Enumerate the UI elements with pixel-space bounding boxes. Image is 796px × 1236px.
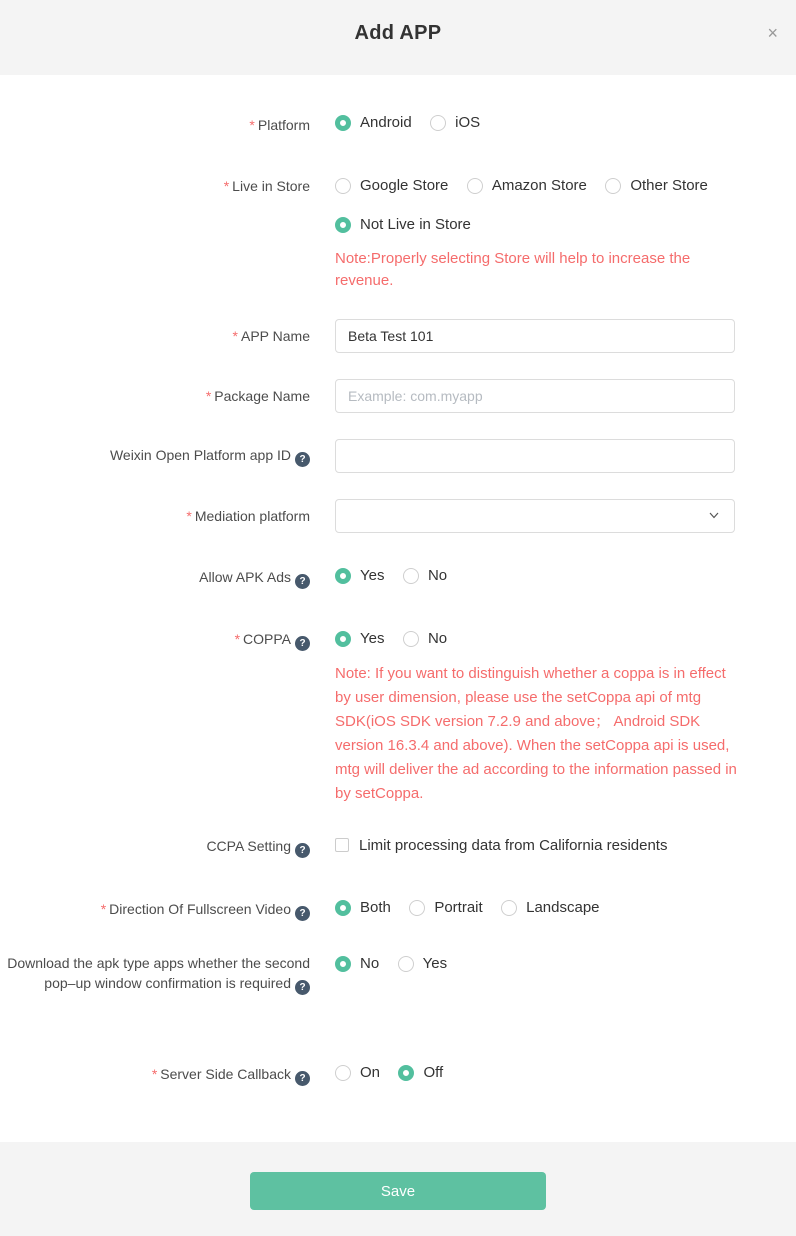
radio-apk-confirm-yes[interactable]: [398, 954, 447, 974]
live-in-store-row: [0, 176, 796, 292]
allow-apk-ads-label-text: Allow APK Ads: [199, 568, 291, 585]
app-name-row: [0, 319, 796, 353]
ccpa-checkbox[interactable]: [335, 837, 667, 854]
radio-checked-icon: [398, 1065, 414, 1081]
radio-apk-confirm-no[interactable]: [335, 954, 379, 974]
allow-apk-ads-row: [0, 566, 796, 589]
coppa-options: [335, 629, 796, 806]
radio-unchecked-icon: [398, 956, 414, 972]
radio-allow-apk-no-label: No: [427, 567, 448, 584]
server-callback-row: [0, 1063, 796, 1086]
allow-apk-ads-label: [0, 567, 310, 589]
apk-confirm-options: [335, 953, 796, 977]
radio-unchecked-icon: [335, 178, 351, 194]
allow-apk-ads-options: [335, 566, 796, 589]
apk-confirm-label-text: Download the apk type apps whether the second pop–up window confirmation is required: [7, 955, 310, 991]
radio-coppa-no[interactable]: [403, 629, 447, 649]
live-in-store-label-text: Live in Store: [232, 178, 310, 194]
radio-allow-apk-yes[interactable]: [335, 566, 384, 586]
radio-checked-icon: [335, 900, 351, 916]
radio-checked-icon: [335, 115, 351, 131]
coppa-note: Note: If you want to distinguish whether a coppa is in effect by user dimension, please use the setCoppa api of mtg SDK(iOS SDK version 7.2.9 and above； Android SDK version 16.3.4 and above). When the setCoppa api is used, mtg will deliver the ad according to the information passed in by setCoppa.: [335, 665, 737, 802]
radio-coppa-yes[interactable]: [335, 629, 384, 649]
radio-amazon-store-label: Amazon Store: [491, 177, 587, 194]
radio-apk-confirm-no-label: No: [360, 955, 380, 972]
store-options-line2: [335, 215, 796, 238]
add-app-form: [0, 75, 796, 1142]
radio-google-store[interactable]: [335, 176, 448, 196]
radio-google-store-label: Google Store: [360, 177, 449, 194]
server-callback-label-text: Server Side Callback: [160, 1065, 291, 1082]
package-name-input[interactable]: [335, 379, 735, 413]
mediation-platform-select[interactable]: [335, 499, 735, 533]
radio-checked-icon: [335, 956, 351, 972]
radio-other-store-label: Other Store: [630, 177, 708, 194]
package-name-label-text: Package Name: [214, 388, 310, 404]
radio-unchecked-icon: [409, 900, 425, 916]
radio-other-store[interactable]: [605, 176, 708, 196]
required-asterisk: *: [232, 328, 238, 344]
ccpa-setting-row: [0, 836, 796, 858]
help-icon[interactable]: ?: [295, 574, 310, 589]
radio-checked-icon: [335, 217, 351, 233]
required-asterisk: *: [205, 388, 212, 404]
required-asterisk: *: [151, 1065, 158, 1082]
close-icon[interactable]: ×: [767, 23, 778, 43]
direction-row: [0, 898, 796, 921]
platform-label-text: Platform: [257, 116, 310, 133]
radio-direction-landscape-label: Landscape: [526, 899, 600, 916]
radio-direction-both-label: Both: [360, 899, 391, 916]
radio-coppa-yes-label: Yes: [360, 630, 385, 647]
weixin-app-id-label: [0, 445, 310, 467]
dialog-title: Add APP: [354, 22, 442, 44]
required-asterisk: *: [223, 178, 230, 194]
radio-unchecked-icon: [335, 1065, 351, 1081]
app-name-input[interactable]: [335, 319, 735, 353]
package-name-label: [0, 386, 310, 406]
mediation-platform-label-text: Mediation platform: [194, 508, 310, 524]
ccpa-setting-label: [0, 836, 310, 858]
radio-direction-landscape[interactable]: [501, 898, 599, 918]
radio-ios[interactable]: [430, 113, 480, 133]
live-in-store-label: [0, 176, 310, 196]
radio-callback-off-label: Off: [423, 1064, 444, 1081]
radio-not-live-in-store[interactable]: [335, 215, 471, 235]
radio-android[interactable]: [335, 113, 412, 133]
radio-direction-both[interactable]: [335, 898, 391, 918]
mediation-platform-label: [0, 506, 310, 526]
radio-amazon-store[interactable]: [467, 176, 587, 196]
radio-not-live-in-store-label: Not Live in Store: [360, 216, 471, 233]
required-asterisk: *: [186, 508, 192, 524]
app-name-label: [0, 326, 310, 346]
coppa-label-text: COPPA: [243, 631, 291, 647]
radio-coppa-no-label: No: [427, 630, 448, 647]
required-asterisk: *: [249, 116, 255, 133]
radio-checked-icon: [335, 568, 351, 584]
direction-options: [335, 898, 796, 921]
radio-allow-apk-yes-label: Yes: [360, 567, 385, 584]
apk-confirm-row: [0, 953, 796, 995]
mediation-platform-row: [0, 499, 796, 533]
radio-unchecked-icon: [430, 115, 446, 131]
radio-checked-icon: [335, 631, 351, 647]
dialog-footer: [0, 1142, 796, 1236]
radio-unchecked-icon: [403, 631, 419, 647]
radio-android-label: Android: [360, 114, 412, 131]
platform-options: [335, 113, 796, 136]
live-in-store-options: [335, 176, 796, 292]
weixin-app-id-input[interactable]: [335, 439, 735, 473]
dialog-header: [0, 0, 796, 75]
platform-row: [0, 113, 796, 136]
radio-callback-on-label: On: [360, 1064, 381, 1081]
apk-confirm-label: [0, 953, 310, 995]
ccpa-setting-label-text: CCPA Setting: [206, 838, 291, 854]
coppa-label: [0, 629, 310, 651]
help-icon[interactable]: ?: [295, 906, 310, 921]
store-options-line1: [335, 176, 796, 199]
server-callback-label: [0, 1064, 310, 1086]
required-asterisk: *: [234, 631, 241, 647]
radio-direction-portrait[interactable]: [409, 898, 482, 918]
save-button[interactable]: Save: [250, 1172, 546, 1210]
radio-ios-label: iOS: [455, 114, 481, 131]
radio-unchecked-icon: [467, 178, 483, 194]
radio-callback-off[interactable]: [398, 1063, 443, 1083]
radio-unchecked-icon: [605, 178, 621, 194]
ccpa-checkbox-label: Limit processing data from California residents: [359, 836, 668, 854]
package-name-row: [0, 379, 796, 413]
radio-unchecked-icon: [501, 900, 517, 916]
radio-apk-confirm-yes-label: Yes: [422, 955, 448, 972]
required-asterisk: *: [100, 900, 107, 917]
weixin-app-id-row: [0, 439, 796, 473]
help-icon[interactable]: ?: [295, 980, 310, 995]
weixin-app-id-label-text: Weixin Open Platform app ID: [109, 447, 291, 463]
radio-callback-on[interactable]: [335, 1063, 380, 1083]
direction-label: [0, 899, 310, 921]
direction-label-text: Direction Of Fullscreen Video: [109, 900, 291, 917]
radio-unchecked-icon: [403, 568, 419, 584]
store-note: Note:Properly selecting Store will help to increase the revenue.: [335, 250, 691, 289]
chevron-down-icon: [708, 508, 720, 524]
radio-direction-portrait-label: Portrait: [434, 899, 483, 916]
radio-allow-apk-no[interactable]: [403, 566, 447, 586]
server-callback-options: [335, 1063, 796, 1086]
help-icon[interactable]: ?: [295, 636, 310, 651]
platform-label: [0, 115, 310, 135]
app-name-label-text: APP Name: [241, 328, 310, 344]
checkbox-unchecked-icon: [335, 838, 349, 852]
coppa-row: [0, 629, 796, 806]
help-icon[interactable]: ?: [295, 452, 310, 467]
help-icon[interactable]: ?: [295, 1071, 310, 1086]
help-icon[interactable]: ?: [295, 843, 310, 858]
